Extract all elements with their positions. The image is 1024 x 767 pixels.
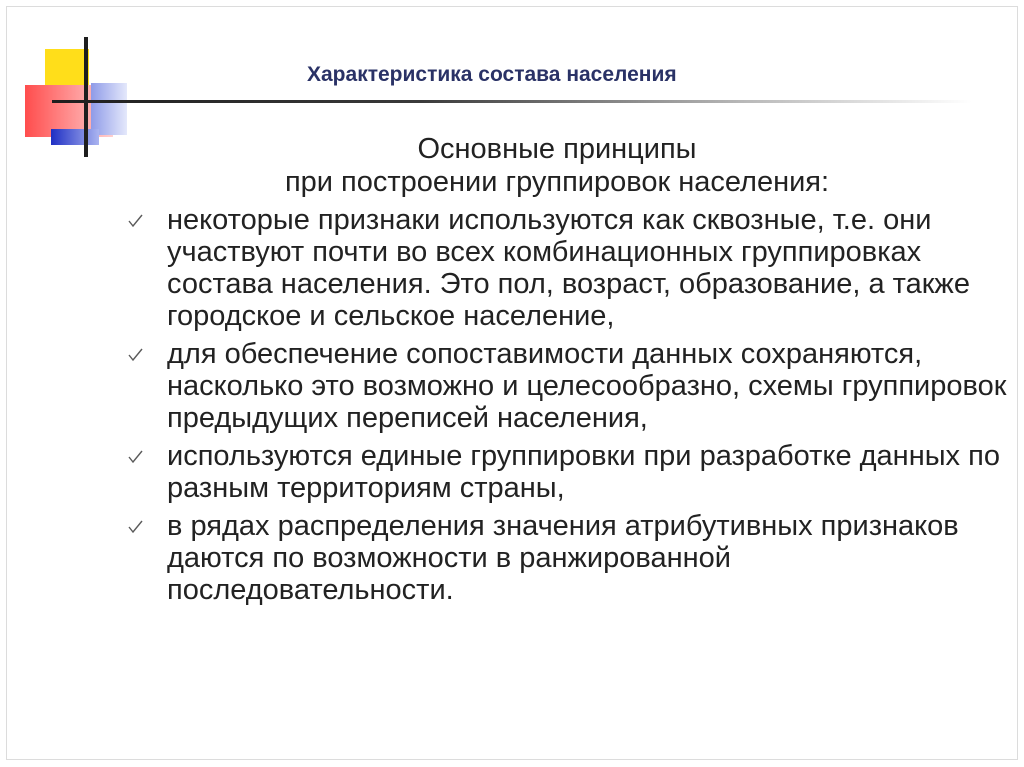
list-item	[127, 440, 1007, 504]
checkmark-icon	[127, 448, 145, 466]
list-item	[127, 510, 1007, 606]
list-item-text: некоторые признаки используются как сквозные, т.е. они участвуют почти во всех комбинационных группировках состава населения. Это пол, возраст, образование, а также городское и сельское население,	[167, 204, 970, 332]
deco-vertical-line	[84, 37, 88, 157]
checkmark-icon	[127, 212, 145, 230]
checkmark-icon	[127, 518, 145, 536]
slide-title: Характеристика состава населения	[307, 63, 677, 86]
title-divider	[52, 100, 972, 103]
checkmark-icon	[127, 346, 145, 364]
section-heading	[247, 133, 867, 199]
color-blocks-decoration	[7, 7, 137, 167]
list-item-text: для обеспечение сопоставимости данных сохраняются, насколько это возможно и целесообразно, схемы группировок предыдущих переписей населения,	[167, 338, 1007, 434]
deco-blue-block	[51, 129, 99, 145]
slide	[6, 6, 1018, 760]
list-item-text: в рядах распределения значения атрибутивных признаков даются по возможности в ранжированной последовательности.	[167, 510, 959, 606]
heading-line-1: Основные принципы	[417, 133, 697, 165]
list-item	[127, 204, 1007, 332]
principles-list	[127, 204, 1007, 612]
deco-blue-light-block	[91, 83, 127, 135]
list-item	[127, 338, 1007, 434]
list-item-text: используются единые группировки при разработке данных по разным территориям страны,	[167, 440, 1000, 504]
heading-line-2: при построении группировок населения:	[284, 166, 830, 198]
